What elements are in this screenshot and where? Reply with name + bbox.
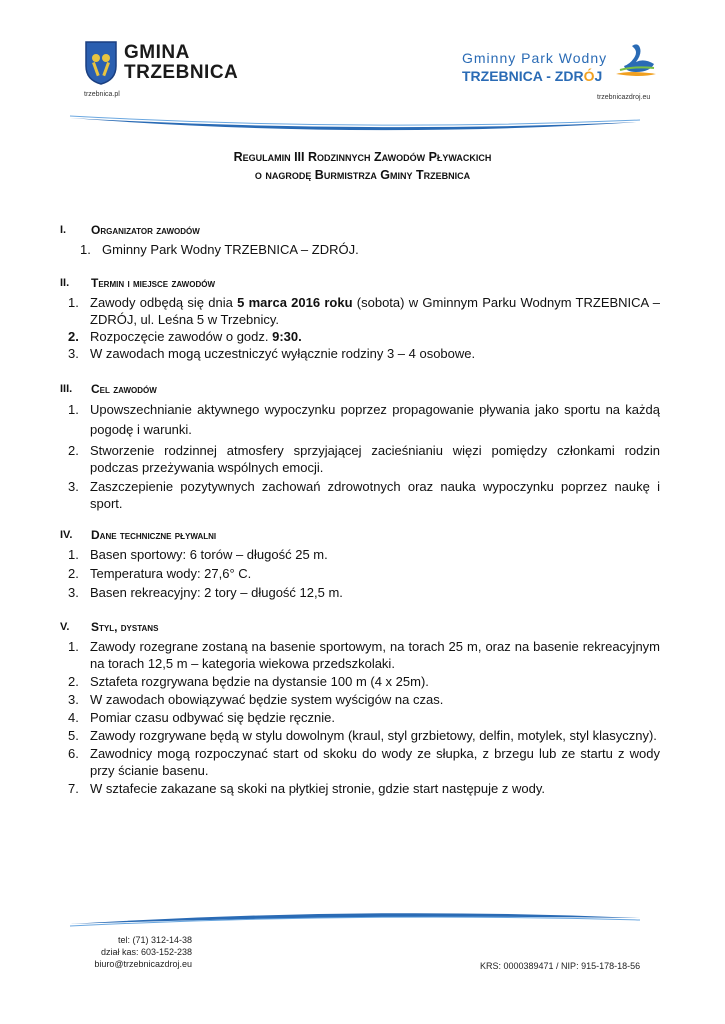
gmina-logo — [84, 40, 238, 86]
list-item: 2. Stworzenie rodzinnej atmosfery sprzyjającej zacieśnianiu więzi pomiędzy członkami rodzin podczas przeżywania wspólnych emocji. — [68, 443, 660, 475]
list-item: 2. Rozpoczęcie zawodów o godz. 9:30. — [68, 329, 302, 344]
section-number: II. — [60, 277, 70, 289]
list-item: 5. Zawody rozgrywane będą w stylu dowolnym (kraul, styl grzbietowy, delfin, motylek, styl klasyczny). — [68, 728, 657, 743]
list-item: 6. Zawodnicy mogą rozpoczynać start od skoku do wody ze słupka, z brzegu lub ze startu z wody przy ścianie basenu. — [68, 746, 660, 778]
list-item: 2. Temperatura wody: 27,6° C. — [68, 566, 252, 581]
gmina-name-line1: GMINA — [124, 42, 190, 63]
section-title: Styl, dystans — [91, 620, 159, 634]
list-item: 3. Zaszczepienie pozytywnych zachowań zdrowotnych oraz nauka wypoczynku poprzez naukę i sport. — [68, 479, 660, 511]
park-name-line2: TRZEBNICA - ZDRÓJ — [462, 68, 603, 84]
section-title: Cel zawodów — [91, 382, 157, 396]
section-goal — [60, 381, 660, 512]
header-wave-divider — [0, 104, 725, 144]
section-title: Dane techniczne pływalni — [91, 528, 217, 542]
section-title: Organizator zawodów — [91, 223, 200, 237]
document-title — [0, 150, 725, 182]
section-style-distance — [60, 619, 660, 797]
park-name-line1: Gminny Park Wodny — [462, 50, 608, 66]
list-item: 1. Zawody rozegrane zostaną na basenie sportowym, na torach 25 m, oraz na basenie rekreacyjnym na torach 12,5 m – kategoria wiekowa przedszkolaki. — [68, 639, 660, 671]
section-technical — [60, 527, 660, 601]
gmina-name-line2: TRZEBNICA — [124, 62, 239, 83]
footer-phone: tel: (71) 312-14-38 — [117, 935, 192, 945]
list-item: 3. W zawodach mogą uczestniczyć wyłącznie rodziny 3 – 4 osobowe. — [68, 346, 476, 361]
list-item: 4. Pomiar czasu odbywać się będzie ręcznie. — [68, 710, 335, 725]
gmina-website: trzebnica.pl — [84, 91, 120, 98]
section-number: IV. — [60, 529, 73, 541]
list-item: 1. Zawody odbędą się dnia 5 marca 2016 roku (sobota) w Gminnym Parku Wodnym TRZEBNICA – ZDRÓJ, ul. Leśna 5 w Trzebnicy. — [68, 295, 660, 327]
footer-email: biuro@trzebnicazdroj.eu — [94, 959, 192, 969]
list-item: 1. Basen sportowy: 6 torów – długość 25 m. — [68, 547, 328, 562]
section-title: Termin i miejsce zawodów — [91, 276, 215, 290]
section-number: III. — [60, 383, 73, 395]
swan-icon — [610, 40, 660, 80]
park-website: trzebnicazdroj.eu — [597, 94, 651, 101]
section-date-place — [60, 275, 660, 362]
page-header — [0, 0, 725, 140]
list-item: 1. Gminny Park Wodny TRZEBNICA – ZDRÓJ. — [80, 242, 359, 257]
list-item: 2. Sztafeta rozgrywana będzie na dystansie 100 m (4 x 25m). — [68, 674, 429, 689]
section-number: V. — [60, 621, 70, 633]
section-organizer — [60, 222, 660, 258]
footer-cashier: dział kas: 603-152-238 — [100, 947, 192, 957]
footer-contact — [84, 934, 192, 970]
list-item: 1. Upowszechnianie aktywnego wypoczynku poprzez propagowanie pływania jako sportu na każdą pogodę i warunki. — [68, 402, 660, 437]
title-line-1: Regulamin III Rodzinnych Zawodów Pływackich — [233, 150, 492, 164]
list-item: 3. W zawodach obowiązywać będzie system wyścigów na czas. — [68, 692, 444, 707]
title-line-2: o nagrodę Burmistrza Gminy Trzebnica — [254, 168, 471, 182]
list-item: 7. W sztafecie zakazane są skoki na płytkiej stronie, gdzie start następuje z wody. — [68, 781, 545, 796]
list-item: 3. Basen rekreacyjny: 2 tory – długość 12,5 m. — [68, 585, 343, 600]
crest-icon — [84, 40, 118, 86]
section-number: I. — [60, 224, 67, 236]
footer-registry: KRS: 0000389471 / NIP: 915-178-18-56 — [480, 961, 641, 971]
